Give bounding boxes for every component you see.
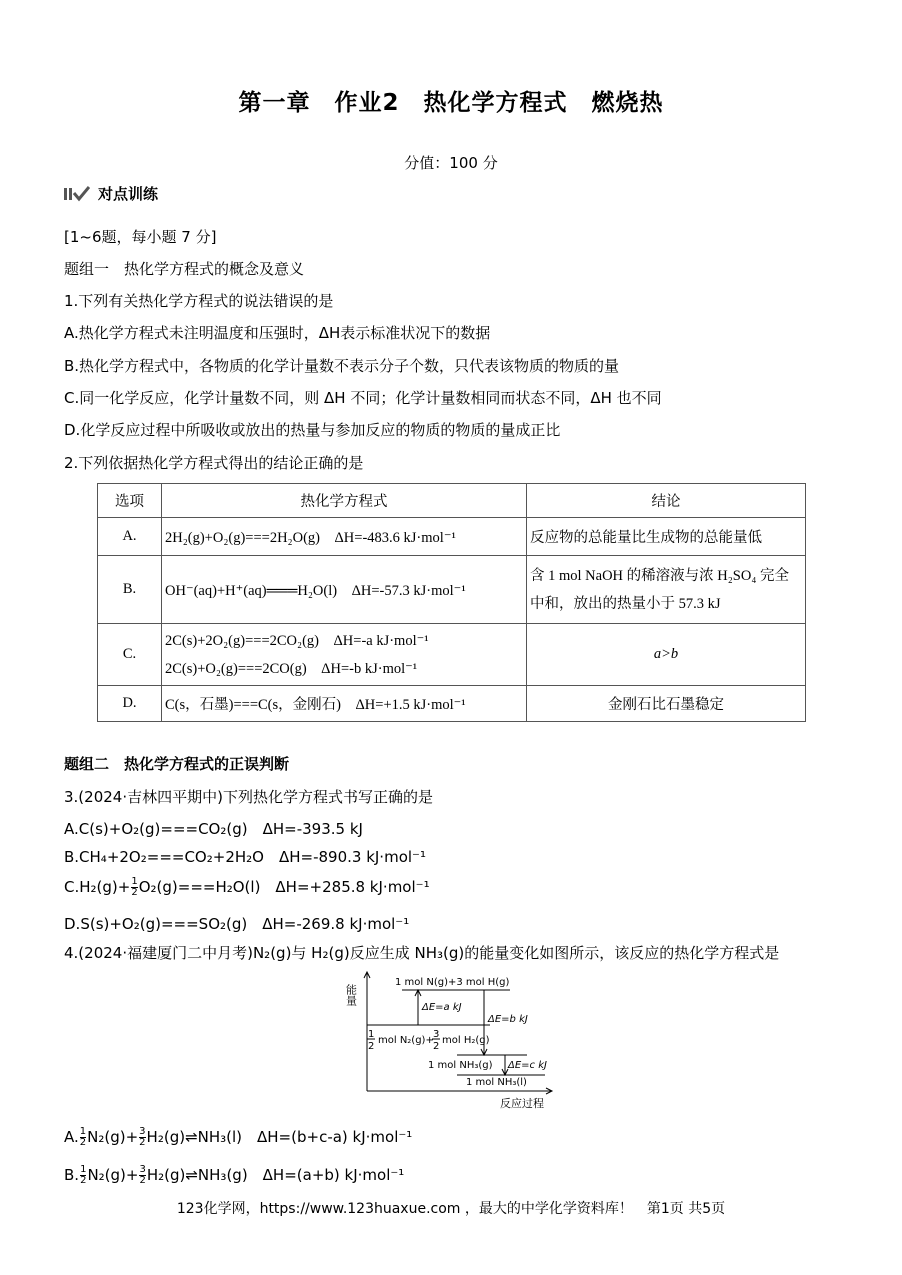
table-row xyxy=(98,686,806,722)
group2-heading: 题组二 热化学方程式的正误判断 xyxy=(64,755,290,773)
row-equation xyxy=(162,624,527,686)
table-header-row xyxy=(98,484,806,518)
delta-e-b-label: ΔE=b kJ xyxy=(488,1014,528,1025)
fraction-three-halves: $\frac{3}{2}$ xyxy=(139,1164,146,1186)
q4-option-b: B. $\frac{1}{2}$ N₂(g)+ $\frac{3}{2}$ H₂(g)⇌NH₃(g) ΔH=(a+b) kJ·mol⁻¹ xyxy=(64,1164,405,1186)
frac-num-2: 3 xyxy=(433,1029,440,1040)
q1-option-c: C.同一化学反应，化学计量数不同，则 ΔH 不同；化学计量数相同而状态不同，ΔH 也不同 xyxy=(64,389,662,407)
row-option: D. xyxy=(98,686,162,722)
row-conclusion: a>b xyxy=(527,624,806,686)
row-equation: 2H₂(g)+O₂(g)===2H₂O(g) ΔH=-483.6 kJ·mol⁻¹ xyxy=(162,518,527,556)
row-option: C. xyxy=(98,624,162,686)
header-option: 选项 xyxy=(98,484,162,518)
q1-option-b: B.热化学方程式中，各物质的化学计量数不表示分子个数，只代表该物质的物质的量 xyxy=(64,357,620,375)
row-option: A. xyxy=(98,518,162,556)
section-heading xyxy=(64,183,158,204)
page-title: 第一章 作业2 热化学方程式 燃烧热 xyxy=(238,90,664,116)
checklist-icon xyxy=(64,186,90,202)
frac-den-1: 2 xyxy=(368,1041,375,1052)
fraction-half: $\frac{1}{2}$ xyxy=(79,1126,87,1148)
score-label: 分值：100 分 xyxy=(404,154,498,172)
q2-stem: 2.下列依据热化学方程式得出的结论正确的是 xyxy=(64,454,364,472)
row-equation-line1: 2C(s)+2O₂(g)===2CO₂(g) ΔH=-a kJ·mol⁻¹ xyxy=(165,632,429,649)
table-row xyxy=(98,624,806,686)
header-equation: 热化学方程式 xyxy=(162,484,527,518)
group1-heading: 题组一 热化学方程式的概念及意义 xyxy=(64,260,305,278)
table-row xyxy=(98,556,806,624)
header-conclusion: 结论 xyxy=(527,484,806,518)
delta-e-a-label: ΔE=a kJ xyxy=(422,1002,462,1013)
level-mid-label-2: mol H₂(g) xyxy=(442,1035,490,1046)
frac-num-1: 1 xyxy=(368,1029,375,1040)
q3-option-b: B.CH₄+2O₂===CO₂+2H₂O ΔH=-890.3 kJ·mol⁻¹ xyxy=(64,848,426,866)
q1-option-a: A.热化学方程式未注明温度和压强时，ΔH表示标准状况下的数据 xyxy=(64,324,491,342)
delta-e-c-label: ΔE=c kJ xyxy=(508,1060,547,1071)
section-title: 对点训练 xyxy=(98,185,159,203)
q1-option-d: D.化学反应过程中所吸收或放出的热量与参加反应的物质的物质的量成正比 xyxy=(64,421,561,439)
q3-option-c: C.H₂(g)+ $\frac{1}{2}$ O₂(g)===H₂O(l) ΔH=+285.8 kJ·mol⁻¹ xyxy=(64,876,430,898)
row-conclusion: 反应物的总能量比生成物的总能量低 xyxy=(527,518,806,556)
fraction-three-halves: $\frac{3}{2}$ xyxy=(139,1126,146,1148)
table-row xyxy=(98,518,806,556)
q3-option-d: D.S(s)+O₂(g)===SO₂(g) ΔH=-269.8 kJ·mol⁻¹ xyxy=(64,915,410,933)
level-nh3l-label: 1 mol NH₃(l) xyxy=(466,1077,527,1088)
level-mid-label: mol N₂(g)+ xyxy=(378,1035,434,1046)
q3-stem: 3.(2024·吉林四平期中)下列热化学方程式书写正确的是 xyxy=(64,788,433,806)
page-footer: 123化学网，https://www.123huaxue.com ，最大的中学化学资料库！ 第1页 共5页 xyxy=(176,1201,726,1217)
energy-diagram xyxy=(340,970,560,1112)
level-top-label: 1 mol N(g)+3 mol H(g) xyxy=(395,977,510,988)
row-equation: OH⁻(aq)+H⁺(aq)═══H₂O(l) ΔH=-57.3 kJ·mol⁻¹ xyxy=(162,556,527,624)
q4-option-a: A. $\frac{1}{2}$ N₂(g)+ $\frac{3}{2}$ H₂(g)⇌NH₃(l) ΔH=(b+c-a) kJ·mol⁻¹ xyxy=(64,1126,413,1148)
row-equation-line2: 2C(s)+O₂(g)===2CO(g) ΔH=-b kJ·mol⁻¹ xyxy=(165,660,418,677)
q2-table xyxy=(97,483,806,722)
question-range: [1~6题，每小题 7 分] xyxy=(64,228,217,246)
row-conclusion: 金刚石比石墨稳定 xyxy=(527,686,806,722)
level-nh3g-label: 1 mol NH₃(g) xyxy=(428,1060,493,1071)
x-axis-label: 反应过程 xyxy=(500,1097,544,1110)
fraction-half: $\frac{1}{2}$ xyxy=(131,876,138,898)
frac-den-2: 2 xyxy=(433,1041,440,1052)
row-equation: C(s，石墨)===C(s，金刚石) ΔH=+1.5 kJ·mol⁻¹ xyxy=(162,686,527,722)
fraction-half: $\frac{1}{2}$ xyxy=(80,1164,87,1186)
y-axis-label: 能量 xyxy=(344,984,358,1006)
row-conclusion: 含 1 mol NaOH 的稀溶液与浓 H₂SO₄ 完全中和，放出的热量小于 57.3 kJ xyxy=(527,556,806,624)
row-option: B. xyxy=(98,556,162,624)
q1-stem: 1.下列有关热化学方程式的说法错误的是 xyxy=(64,292,334,310)
q3-option-a: A.C(s)+O₂(g)===CO₂(g) ΔH=-393.5 kJ xyxy=(64,820,363,838)
q4-stem: 4.(2024·福建厦门二中月考)N₂(g)与 H₂(g)反应生成 NH₃(g)的能量变化如图所示，该反应的热化学方程式是 xyxy=(64,944,780,962)
